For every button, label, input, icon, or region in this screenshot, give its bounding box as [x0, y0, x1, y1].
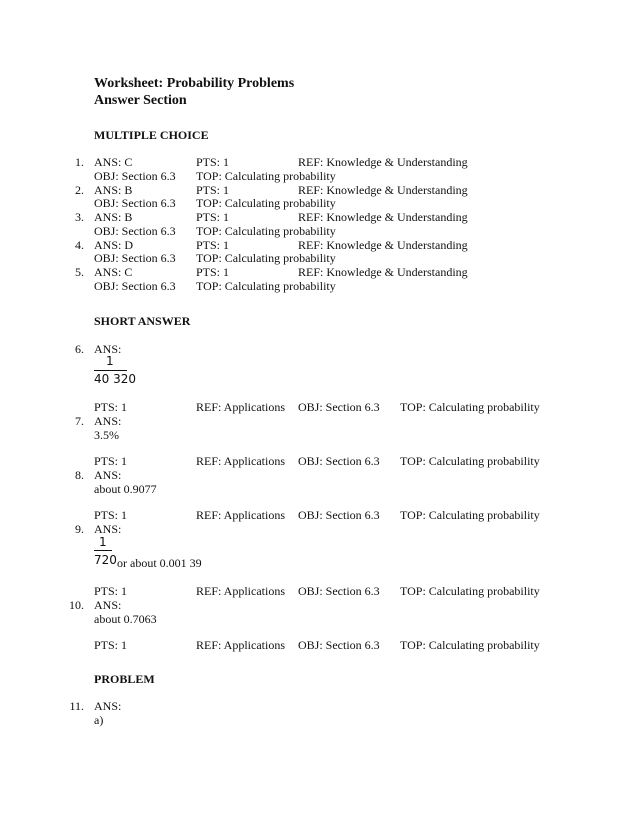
objective-label: OBJ: Section 6.3	[298, 400, 380, 414]
objective-label: OBJ: Section 6.3	[94, 223, 176, 238]
points-label: PTS: 1	[94, 584, 128, 598]
answer-label: ANS:	[94, 468, 122, 482]
reference-label: REF: Knowledge & Understanding	[298, 155, 468, 169]
answer-label: ANS:	[94, 699, 122, 713]
answer-label: ANS:	[94, 414, 122, 428]
section-heading-multiple-choice: MULTIPLE CHOICE	[94, 128, 209, 142]
topic-label: TOP: Calculating probability	[400, 508, 540, 522]
answer-label: ANS:	[94, 598, 122, 612]
points-label: PTS: 1	[94, 400, 128, 414]
section-heading-problem: PROBLEM	[94, 672, 155, 686]
question-number: 7.	[75, 414, 84, 428]
points-label: PTS: 1	[94, 508, 128, 522]
objective-label: OBJ: Section 6.3	[94, 251, 176, 265]
reference-label: REF: Knowledge & Understanding	[298, 265, 468, 279]
objective-label: OBJ: Section 6.3	[298, 454, 380, 468]
points-label: PTS: 1	[196, 155, 230, 169]
answer-part-label: a)	[94, 713, 104, 727]
answer-label: ANS: D	[94, 237, 134, 252]
points-label: PTS: 1	[196, 265, 230, 279]
topic-label: TOP: Calculating probability	[196, 223, 336, 238]
question-number: 4.	[75, 237, 84, 252]
fraction-numerator: 1	[106, 354, 114, 368]
reference-label: REF: Applications	[196, 584, 286, 598]
answer-label: ANS: C	[94, 155, 133, 169]
topic-label: TOP: Calculating probability	[196, 168, 336, 183]
answer-text: about 0.7063	[94, 612, 157, 626]
question-number: 5.	[75, 265, 84, 279]
objective-label: OBJ: Section 6.3	[94, 196, 176, 210]
fraction-bar	[94, 550, 112, 551]
reference-label: REF: Applications	[196, 638, 286, 652]
fraction-denominator: 720	[94, 553, 117, 567]
objective-label: OBJ: Section 6.3	[298, 584, 380, 598]
objective-label: OBJ: Section 6.3	[298, 638, 380, 652]
question-number: 10.	[69, 598, 84, 612]
answer-text: or about 0.001 39	[117, 556, 202, 570]
points-label: PTS: 1	[196, 182, 230, 197]
page-subtitle: Answer Section	[94, 93, 187, 108]
question-number: 2.	[75, 182, 84, 197]
points-label: PTS: 1	[196, 237, 230, 252]
question-number: 9.	[75, 522, 84, 536]
answer-label: ANS:	[94, 522, 122, 536]
topic-label: TOP: Calculating probability	[196, 278, 336, 293]
page-title: Worksheet: Probability Problems	[94, 76, 295, 91]
fraction-bar	[94, 370, 127, 371]
reference-label: REF: Knowledge & Understanding	[298, 237, 468, 252]
answer-text: about 0.9077	[94, 482, 157, 496]
question-number: 11.	[69, 699, 84, 713]
fraction-denominator: 40 320	[94, 372, 136, 386]
points-label: PTS: 1	[196, 210, 230, 224]
reference-label: REF: Applications	[196, 508, 286, 522]
answer-label: ANS: B	[94, 182, 133, 197]
question-number: 8.	[75, 468, 84, 482]
objective-label: OBJ: Section 6.3	[94, 278, 176, 293]
fraction-numerator: 1	[99, 535, 107, 549]
reference-label: REF: Knowledge & Understanding	[298, 210, 468, 224]
reference-label: REF: Applications	[196, 454, 286, 468]
topic-label: TOP: Calculating probability	[196, 196, 336, 210]
topic-label: TOP: Calculating probability	[400, 638, 540, 652]
topic-label: TOP: Calculating probability	[400, 454, 540, 468]
topic-label: TOP: Calculating probability	[400, 400, 540, 414]
topic-label: TOP: Calculating probability	[196, 251, 336, 265]
objective-label: OBJ: Section 6.3	[94, 168, 176, 183]
reference-label: REF: Applications	[196, 400, 286, 414]
question-number: 1.	[75, 155, 84, 169]
question-number: 6.	[75, 342, 84, 356]
answer-label: ANS: B	[94, 210, 133, 224]
answer-text: 3.5%	[94, 428, 119, 442]
answer-label: ANS:	[94, 342, 122, 356]
topic-label: TOP: Calculating probability	[400, 584, 540, 598]
objective-label: OBJ: Section 6.3	[298, 508, 380, 522]
reference-label: REF: Knowledge & Understanding	[298, 182, 468, 197]
points-label: PTS: 1	[94, 454, 128, 468]
answer-label: ANS: C	[94, 265, 133, 279]
question-number: 3.	[75, 210, 84, 224]
section-heading-short-answer: SHORT ANSWER	[94, 314, 191, 328]
points-label: PTS: 1	[94, 638, 128, 652]
